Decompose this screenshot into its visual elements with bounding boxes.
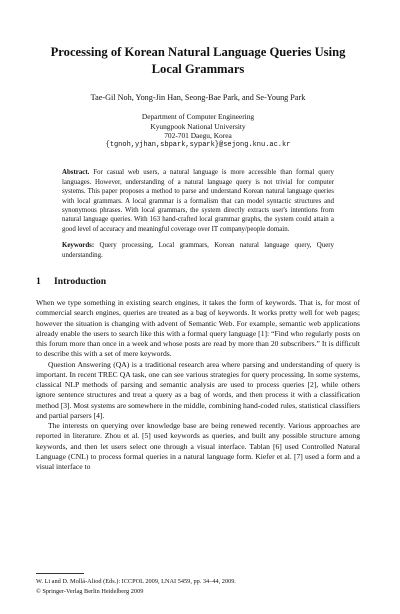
affiliation-department: Department of Computer Engineering (141, 112, 255, 121)
section-heading (36, 276, 360, 288)
title-line-2: Local Grammars (151, 62, 245, 76)
citation-line: W. Li and D. Mollá-Aliod (Eds.): ICCPOL 2009, LNAI 5459, pp. 34–44, 2009. (36, 578, 236, 585)
abstract-label: Abstract. (62, 169, 90, 177)
copyright-line: © Springer-Verlag Berlin Heidelberg 2009 (36, 587, 144, 595)
abstract (62, 168, 334, 234)
body-paragraph: Question Answering (QA) is a traditional research area where parsing and understanding of query is important. In recent TREC QA task, one can see various strategies for query processing. In some systems, classical NLP methods of parsing and semantic analysis are used to process queries [2], while others ignore sentence structures and treat a query as a bag of words, and then process it with a classification method [3]. Most systems are somewhere in the middle, combining hand-coded rules, statistical classifiers and partial parsers [4]. (36, 359, 360, 420)
keywords-text: Query processing, Local grammars, Korean natural language query, Query understanding. (62, 242, 334, 259)
body-paragraph: When we type something in existing search engines, it takes the form of keywords. That is, for most of commercial search engines, queries are treated as a bag of keywords. It works pretty well for web pages; however the situation is changing with advent of Semantic Web. For example, semantic web applications already enable the users to search like this with a formal query language [1]: “Find who regularly posts on this forum more than once in a week and whose posts are read by more than 20 subscribers.” It is difficult to describe this with a set of mere keywords. (36, 298, 360, 359)
section-number: 1 (36, 276, 41, 288)
affiliation-city: 702-701 Daegu, Korea (164, 131, 232, 141)
section-title: Introduction (54, 276, 107, 288)
keywords-label: Keywords: (62, 242, 95, 250)
affiliation-university: Kyungpook National University (150, 121, 246, 131)
body-paragraph: The interests on querying over knowledge base are being renewed recently. Various approaches are reported in literature. Zhou et al. [5] used keywords as queries, and built any possible structure among keywords, and then let users select one through a visual interface. Tablan [6] used Controlled Natural Language (CNL) to process formal queries in a natural language form. Kiefer et al. [7] used a form and a visual interface to (36, 421, 360, 472)
author-emails: {tgnoh,yjhan,sbpark,sypark}@sejong.knu.ac.kr (105, 140, 291, 149)
title-line-1: Processing of Korean Natural Language Queries Using (50, 45, 346, 59)
paper-title (36, 0, 360, 78)
affiliation (36, 112, 360, 150)
page-footer (36, 577, 236, 596)
abstract-text: For casual web users, a natural language is more accessible than formal query languages. However, understanding of a natural language query is not trivial for computer systems. This paper proposes a method to parse and understand Korean natural language queries with local grammars. A local grammar is a formalism that can model syntactic structures and synonymous phrases. With local grammars, the system directly extracts user's intentions from natural language queries. With 163 hand-crafted local grammar graphs, the system could attain a good level of accuracy and meaningful coverage over IT company/people domain. (62, 169, 334, 233)
author-list: Tae-Gil Noh, Yong-Jin Han, Seong-Bae Park, and Se-Young Park (90, 93, 306, 102)
keywords (62, 241, 334, 260)
